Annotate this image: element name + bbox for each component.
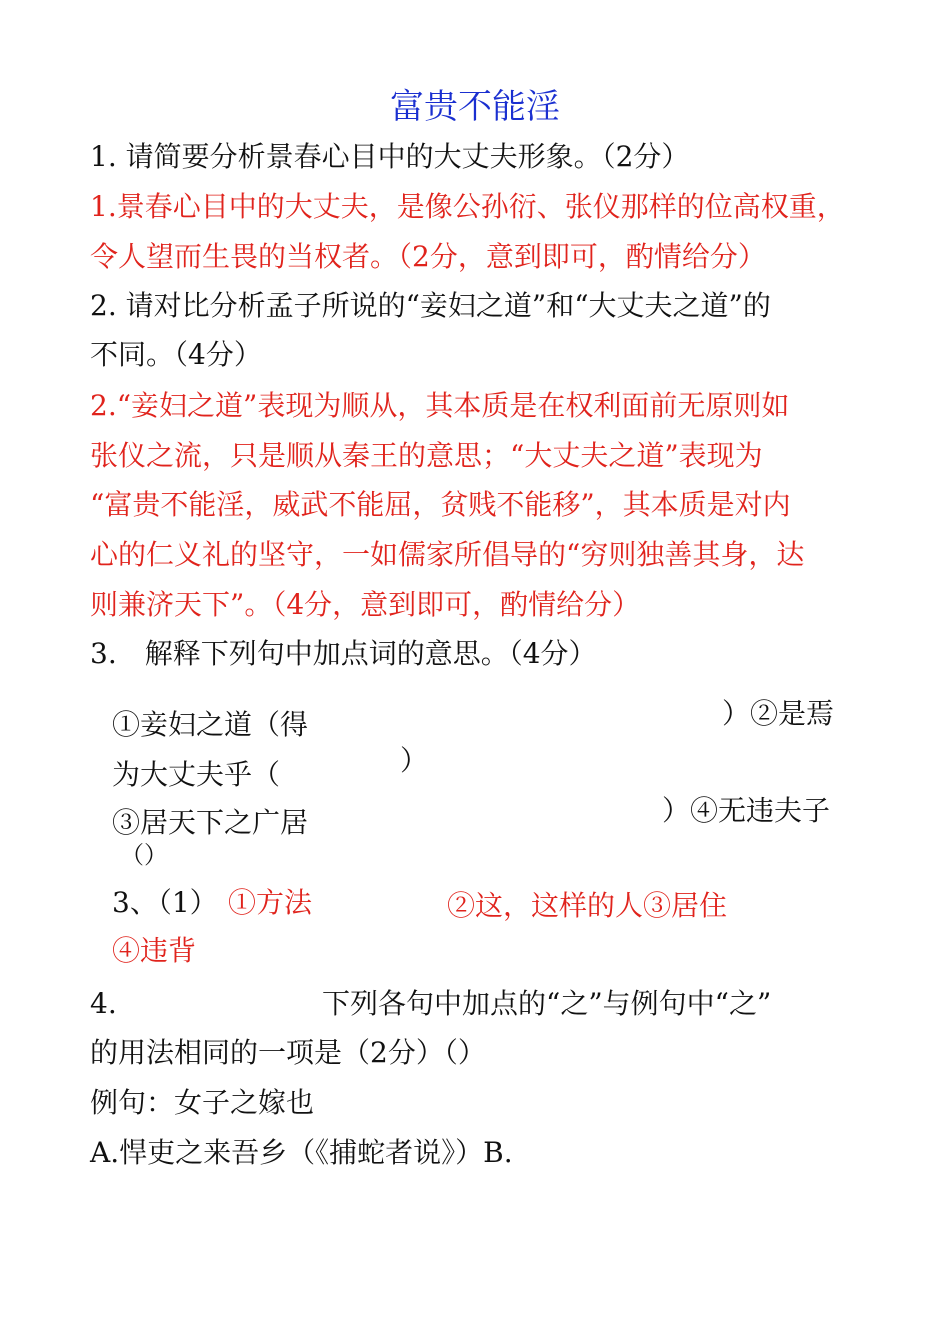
answer-3-b: ②这，这样的人③居住 xyxy=(447,889,728,922)
question-2-line-2: 不同。（4分） xyxy=(90,338,262,371)
question-1: 1. 请简要分析景春心目中的大丈夫形象。（2分） xyxy=(90,140,690,173)
question-3: 3. 解释下列句中加点词的意思。（4分） xyxy=(90,637,597,670)
question-4-line-2: 的用法相同的一项是（2分）（） xyxy=(90,1036,486,1069)
answer-2-line-1: 2.“妾妇之道”表现为顺从，其本质是在权利面前无原则如 xyxy=(90,389,790,422)
answer-3-a: ①方法 xyxy=(228,886,313,919)
question-3-item-1-close: ）②是焉 xyxy=(722,697,835,730)
question-4-option-a: A.悍吏之来吾乡（《捕蛇者说》）B. xyxy=(90,1136,513,1169)
answer-3-prefix: 3、（1） xyxy=(112,886,218,919)
question-3-item-3: ③居天下之广居 xyxy=(112,806,309,839)
question-4-number: 4. xyxy=(90,987,117,1020)
question-3-item-4: （） xyxy=(120,841,168,869)
question-2-line-1: 2. 请对比分析孟子所说的“妾妇之道”和“大丈夫之道”的 xyxy=(90,289,771,322)
answer-1-line-1: 1.景春心目中的大丈夫，是像公孙衍、张仪那样的位高权重， xyxy=(90,190,845,223)
answer-2-line-2: 张仪之流，只是顺从秦王的意思；“大丈夫之道”表现为 xyxy=(90,439,763,472)
question-3-item-3-close: ）④无违夫子 xyxy=(662,794,831,827)
answer-2-line-5: 则兼济天下”。（4分，意到即可，酌情给分） xyxy=(90,588,641,621)
answer-3-c: ④违背 xyxy=(112,934,197,967)
answer-1-line-2: 令人望而生畏的当权者。（2分，意到即可，酌情给分） xyxy=(90,240,766,273)
answer-2-line-3: “富贵不能淫，威武不能屈，贫贱不能移”，其本质是对内 xyxy=(90,488,791,521)
question-4-example: 例句：女子之嫁也 xyxy=(90,1086,315,1119)
question-4-line-1: 下列各句中加点的“之”与例句中“之” xyxy=(322,987,772,1020)
question-3-item-2: 为大丈夫乎（ xyxy=(112,758,281,791)
question-3-item-2-close: ） xyxy=(400,744,429,777)
document-title: 富贵不能淫 xyxy=(390,87,560,127)
answer-2-line-4: 心的仁义礼的坚守，一如儒家所倡导的“穷则独善其身，达 xyxy=(90,538,805,571)
question-3-item-1: ①妾妇之道（得 xyxy=(112,708,309,741)
